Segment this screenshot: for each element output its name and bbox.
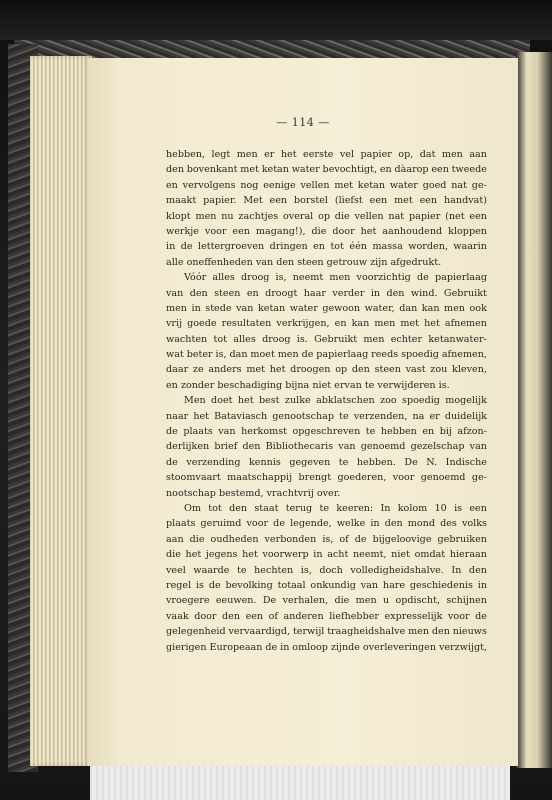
text-line: veel waarde te hechten is, doch volledigheidshalve. In den (166, 564, 487, 576)
page-number: — 114 — (276, 116, 330, 129)
text-line: wachten tot alles droog is. Gebruikt men echter ketanwater- (166, 333, 487, 345)
text-line: Men doet het best zulke abklatschen zoo spoedig mogelijk (184, 395, 487, 407)
text-line: vrij goede resultaten verkrijgen, en kan men met het afnemen (166, 318, 487, 330)
text-line: maakt papier. Met een borstel (liefst een met een handvat) (166, 195, 487, 207)
text-line: van den steen en droogt haar verder in den wind. Gebruikt (166, 287, 487, 299)
text-line: alle oneffenheden van den steen getrouw zijn afgedrukt. (166, 256, 442, 268)
book-page (88, 58, 518, 766)
text-line: aan die oudheden verbonden is, of de bijgeloovige gebruiken (166, 533, 487, 545)
text-line: vaak door den een of anderen liefhebber expresselijk voor de (166, 610, 487, 622)
text-line: de verzending kennis gegeven te hebben. De N. Indische (166, 456, 487, 468)
text-line: nootschap bestemd, vrachtvrij over. (166, 487, 341, 499)
underlying-page (90, 762, 510, 800)
text-line: plaats geruimd voor de legende, welke in den mond des volks (166, 518, 487, 530)
text-line: klopt men nu zachtjes overal op die vellen nat papier (net een (166, 210, 487, 222)
book-gutter-right (516, 52, 552, 768)
text-line: werkje voor een magang!), die door het aanhoudend kloppen (166, 225, 487, 237)
text-line: vroegere eeuwen. De verhalen, die men u opdischt, schijnen (166, 595, 487, 607)
text-line: de plaats van herkomst opgeschreven te hebben en bij afzon- (166, 426, 487, 438)
body-text (166, 147, 487, 655)
text-line: die het jegens het voorwerp in acht neemt, niet omdat hieraan (166, 549, 487, 561)
text-line: en zonder beschadiging bijna niet ervan te verwijderen is. (166, 379, 450, 391)
text-line: Vóór alles droog is, neemt men voorzichtig de papierlaag (184, 272, 487, 284)
top-strip (0, 0, 552, 40)
text-line: Om tot den staat terug te keeren: In kolom 10 is een (184, 502, 487, 514)
text-line: gelegenheid vervaardigd, terwijl traagheidshalve men den nieuws (166, 626, 487, 638)
text-line: daar ze anders met het droogen op den steen vast zou kleven, (166, 364, 487, 376)
text-line: gierigen Europeaan de in omloop zijnde overleveringen verzwijgt, (166, 641, 487, 653)
text-line: en vervolgens nog eenige vellen met ketan water goed nat ge- (166, 179, 487, 191)
text-line: regel is de bevolking totaal onkundig van hare geschiedenis in (166, 579, 487, 591)
text-line: wat beter is, dan moet men de papierlaag reeds spoedig afnemen, (166, 349, 487, 361)
text-line: men in stede van ketan water gewoon water, dan kan men ook (166, 302, 487, 314)
text-line: hebben, legt men er het eerste vel papier op, dat men aan (166, 149, 487, 160)
text-line: in de lettergroeven dringen en tot één massa worden, waarin (166, 241, 487, 253)
text-line: derlijken brief den Bibliothecaris van genoemd gezelschap van (166, 441, 487, 453)
text-line: den bovenkant met ketan water bevochtigt, en dàarop een tweede (166, 164, 487, 176)
page-edges (30, 56, 92, 766)
text-line: stoomvaart maatschappij brengt goederen, voor genoemd ge- (166, 472, 487, 484)
text-line: naar het Bataviasch genootschap te verzenden, na er duidelijk (166, 410, 487, 422)
